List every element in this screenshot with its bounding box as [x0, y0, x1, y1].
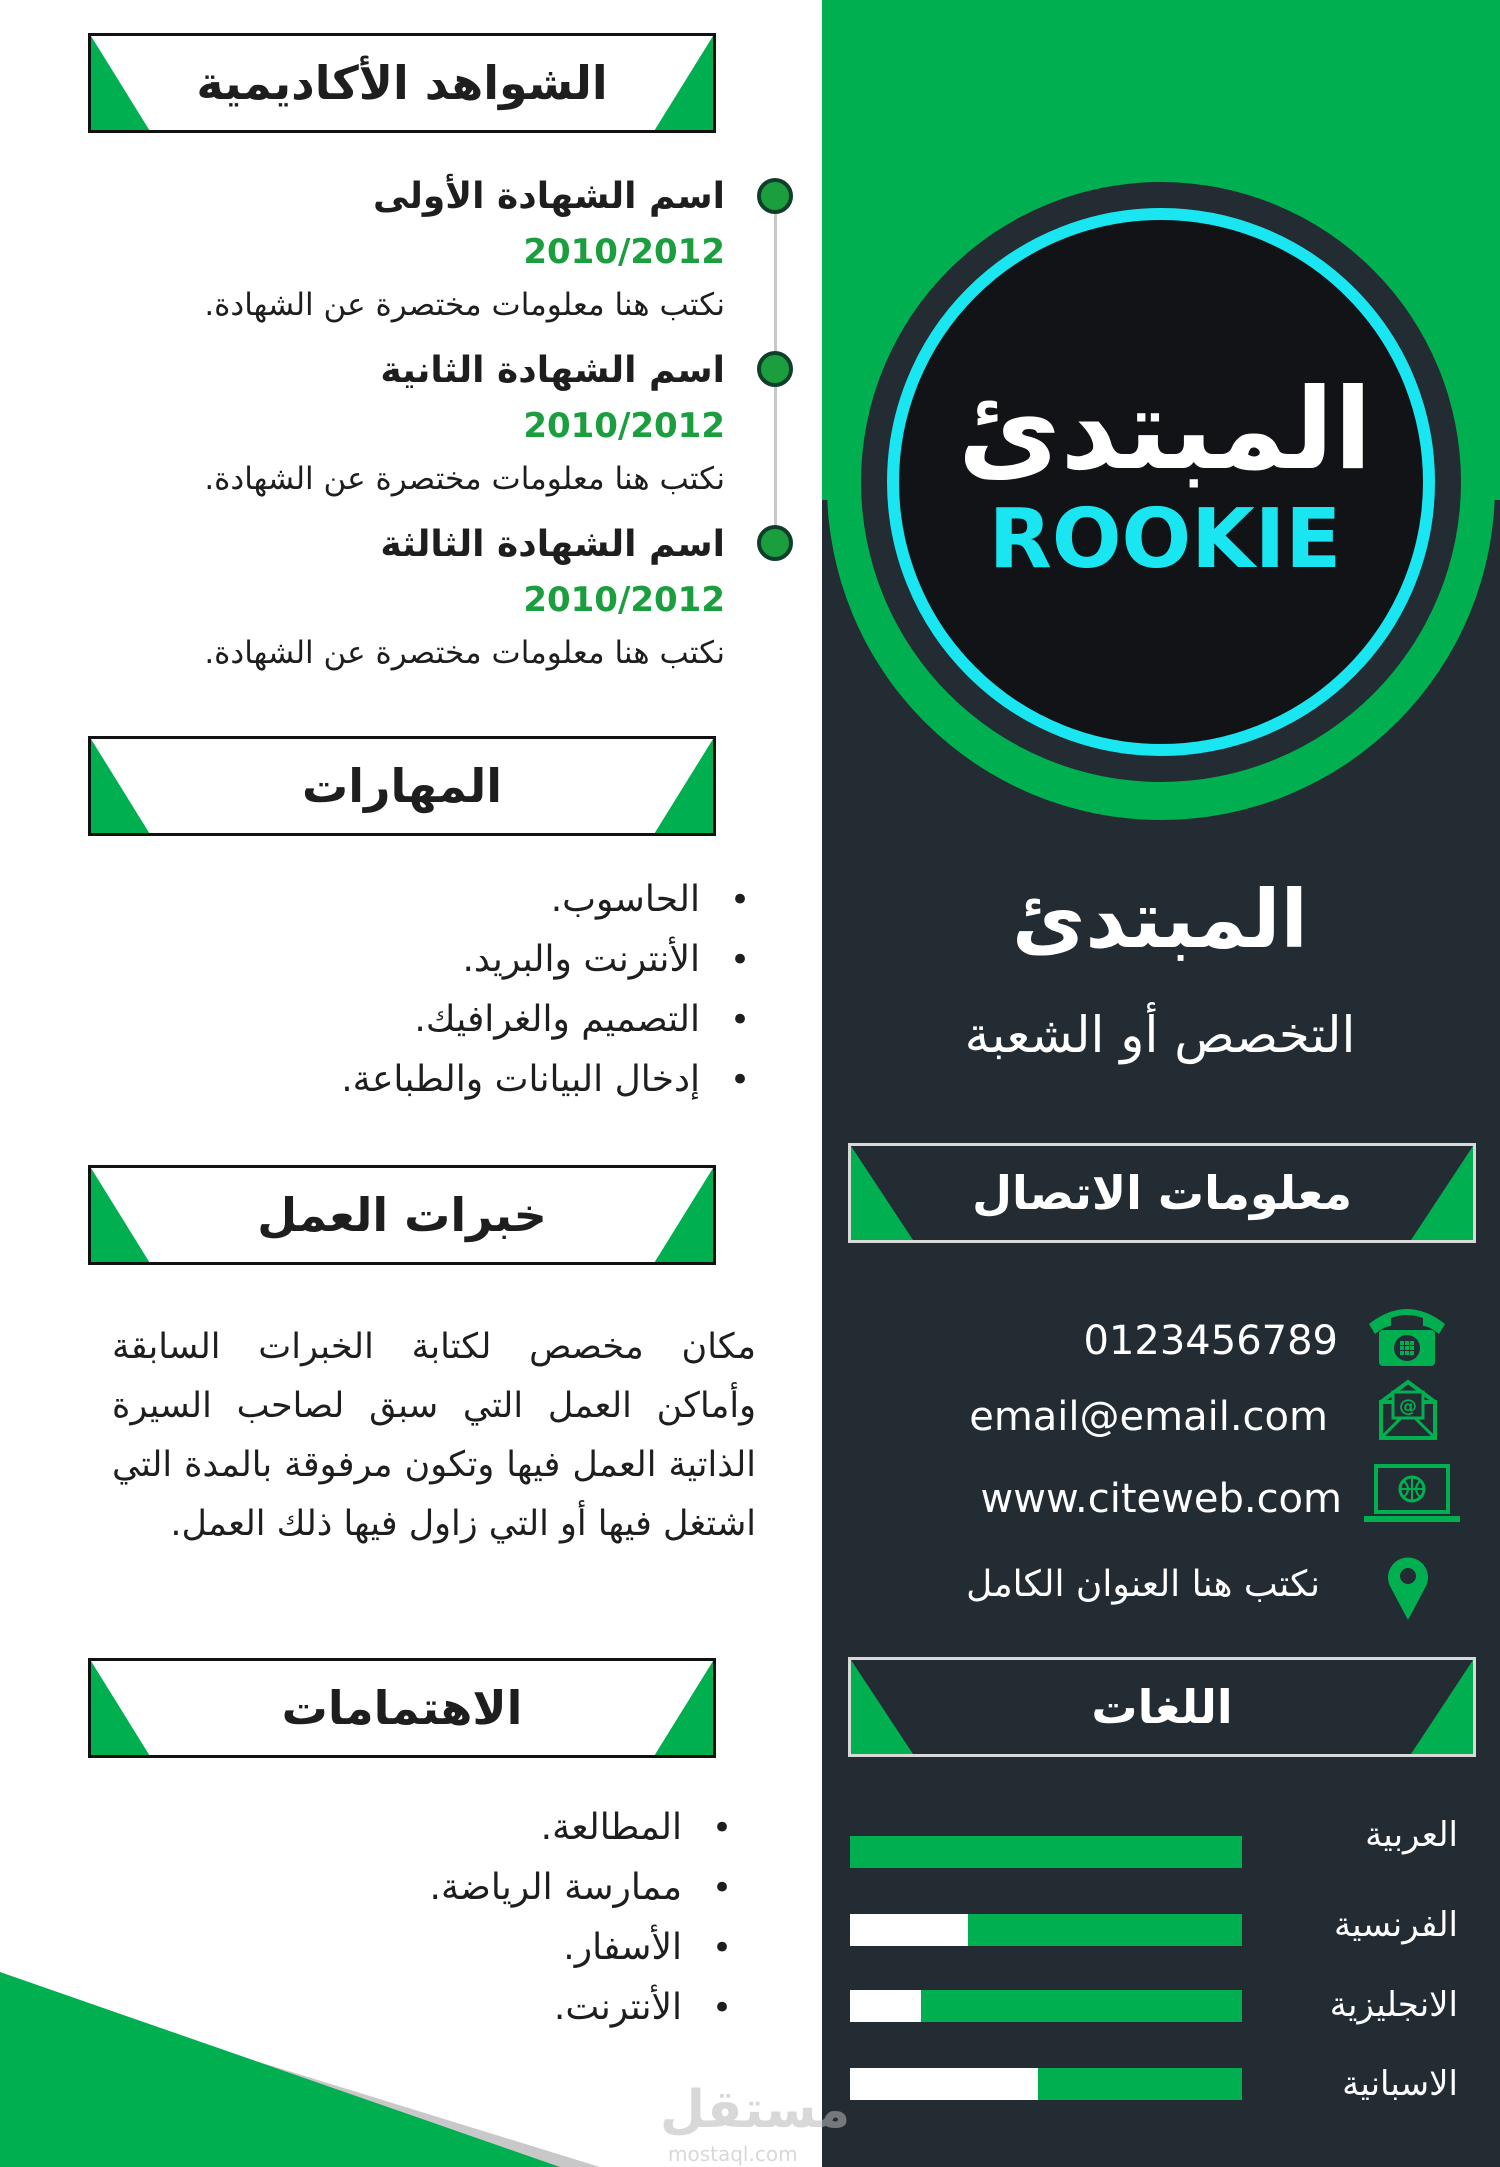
cert-date: 2010/2012: [523, 580, 725, 620]
header-triangle-left: [91, 36, 153, 133]
language-bar-fill: [921, 1990, 1242, 2022]
skills-list: [190, 870, 750, 1110]
language-bar: [850, 1990, 1242, 2022]
header-triangle-right: [651, 1661, 713, 1758]
skills-header: [88, 736, 716, 836]
cert-description: نكتب هنا معلومات مختصرة عن الشهادة.: [204, 635, 725, 671]
contact-email: email@email.com: [969, 1394, 1328, 1440]
cert-item: [85, 342, 725, 506]
list-item: • ممارسة الرياضة.: [232, 1858, 732, 1918]
language-label: الاسبانية: [1342, 2064, 1458, 2104]
language-label: الفرنسية: [1333, 1905, 1458, 1945]
language-label: الانجليزية: [1329, 1985, 1458, 2025]
language-bar-fill: [850, 1836, 1242, 1868]
interests-header: [88, 1658, 716, 1758]
cert-name: اسم الشهادة الأولى: [372, 176, 725, 217]
header-triangle-right: [651, 1168, 713, 1265]
timeline-dot: [757, 351, 793, 387]
skills-title: المهارات: [302, 759, 502, 813]
svg-text:@: @: [1399, 1396, 1417, 1417]
languages-header: [848, 1657, 1476, 1757]
logo-latin-text: ROOKIE: [988, 492, 1342, 587]
cert-date: 2010/2012: [523, 232, 725, 272]
work-title: خبرات العمل: [257, 1188, 547, 1242]
profile-specialty: التخصص أو الشعبة: [964, 1006, 1356, 1064]
phone-icon: [1365, 1300, 1449, 1368]
header-triangle-left: [851, 1146, 913, 1240]
list-item: • المطالعة.: [232, 1798, 732, 1858]
header-triangle-left: [91, 739, 153, 836]
contact-address: نكتب هنا العنوان الكامل: [966, 1564, 1320, 1605]
list-item: • الأسفار.: [232, 1918, 732, 1978]
header-triangle-right: [651, 36, 713, 133]
location-icon: [1385, 1552, 1431, 1622]
languages-title: اللغات: [1091, 1680, 1233, 1734]
header-triangle-right: [651, 739, 713, 836]
cert-item: [85, 516, 725, 680]
cert-description: نكتب هنا معلومات مختصرة عن الشهادة.: [204, 461, 725, 497]
watermark-url: mostaql.com: [668, 2142, 798, 2166]
academic-title: الشواهد الأكاديمية: [196, 56, 608, 110]
watermark-logo: مستقل: [660, 2080, 851, 2140]
header-triangle-left: [91, 1661, 153, 1758]
language-label: العربية: [1365, 1815, 1458, 1855]
cert-name: اسم الشهادة الثالثة: [380, 524, 725, 565]
work-description: مكان مخصص لكتابة الخبرات السابقة وأماكن العمل التي سبق لصاحب السيرة الذاتية العمل فيها وتكون مرفوقة بالمدة التي اشتغل فيها أو التي زاول فيها ذلك العمل.: [112, 1327, 756, 1544]
timeline-dot: [757, 178, 793, 214]
interests-title: الاهتمامات: [281, 1681, 523, 1735]
header-triangle-right: [1411, 1146, 1473, 1240]
email-icon: [1375, 1376, 1441, 1442]
cert-item: [85, 168, 725, 332]
logo-arabic-text: المبتدئ: [957, 365, 1373, 495]
list-item: • الأنترنت والبريد.: [190, 930, 750, 990]
academic-header: [88, 33, 716, 133]
work-header: [88, 1165, 716, 1265]
list-item: • إدخال البيانات والطباعة.: [190, 1050, 750, 1110]
web-icon: [1362, 1462, 1462, 1526]
contact-phone: 0123456789: [1083, 1318, 1338, 1364]
language-bar: [850, 1914, 1242, 1946]
language-bar: [850, 2068, 1242, 2100]
cert-description: نكتب هنا معلومات مختصرة عن الشهادة.: [204, 287, 725, 323]
cert-date: 2010/2012: [523, 406, 725, 446]
header-triangle-left: [91, 1168, 153, 1265]
language-bar-fill: [968, 1914, 1242, 1946]
timeline-dot: [757, 525, 793, 561]
language-bar-fill: [1038, 2068, 1242, 2100]
profile-name: المبتدئ: [1012, 873, 1308, 966]
contact-title: معلومات الاتصال: [972, 1166, 1352, 1220]
language-bar: [850, 1836, 1242, 1868]
list-item: • التصميم والغرافيك.: [190, 990, 750, 1050]
contact-header: [848, 1143, 1476, 1243]
contact-website: www.citeweb.com: [980, 1476, 1342, 1522]
cert-name: اسم الشهادة الثانية: [380, 350, 725, 391]
list-item: • الحاسوب.: [190, 870, 750, 930]
header-triangle-right: [1411, 1660, 1473, 1754]
header-triangle-left: [851, 1660, 913, 1754]
list-item: • الأنترنت.: [232, 1978, 732, 2038]
